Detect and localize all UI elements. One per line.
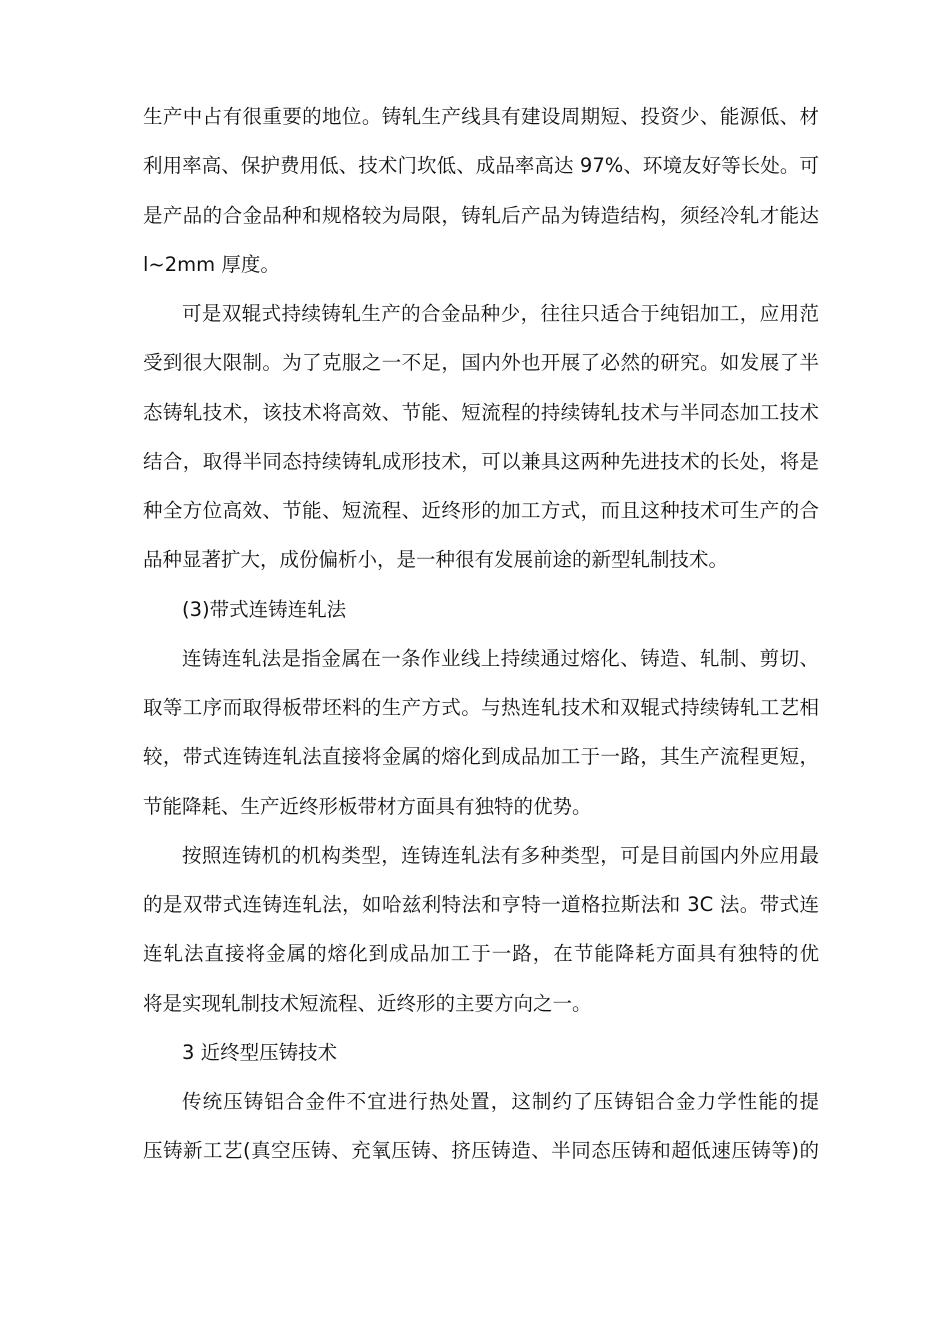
text-line: 可是双辊式持续铸轧生产的合金品种少，往往只适合于纯铝加工，应用范 [182, 302, 819, 325]
text-line: 的是双带式连铸连轧法，如哈兹利特法和亨特一道格拉斯法和 3C 法。带式连 [143, 893, 819, 916]
text-line: 种全方位高效、节能、短流程、近终形的加工方式，而且这种技术可生产的合 [143, 499, 819, 522]
text-line: 品种显著扩大，成份偏析小，是一种很有发展前途的新型轧制技术。 [143, 548, 729, 572]
text-line: 受到很大限制。为了克服之一不足，国内外也开展了必然的研究。如发展了半 [143, 351, 819, 375]
text-line: 态铸轧技术，该技术将高效、节能、短流程的持续铸轧技术与半同态加工技术 [143, 400, 819, 424]
text-line: 将是实现轧制技术短流程、近终形的主要方向之一。 [143, 991, 592, 1015]
text-line: 连轧法直接将金属的熔化到成品加工于一路，在节能降耗方面具有独特的优 [143, 942, 819, 966]
text-line: 压铸新工艺(真空压铸、充氧压铸、挤压铸造、半同态压铸和超低速压铸等)的 [143, 1139, 819, 1163]
text-line: 是产品的合金品种和规格较为局限，铸轧后产品为铸造结构，须经冷轧才能达 [143, 203, 819, 227]
text-line: 利用率高、保护费用低、技术门坎低、成品率高达 97%、环境友好等长处。可 [143, 154, 819, 178]
text-line: 结合，取得半同态持续铸轧成形技术，可以兼具这两种先进技术的长处，将是 [143, 449, 819, 473]
text-line: 取等工序而取得板带坯料的生产方式。与热连轧技术和双辊式持续铸轧工艺相 [143, 696, 819, 719]
text-line: 连铸连轧法是指金属在一条作业线上持续通过熔化、铸造、轧制、剪切、 [182, 646, 819, 670]
text-line: 传统压铸铝合金件不宜进行热处置，这制约了压铸铝合金力学性能的提 [182, 1090, 819, 1113]
text-line: 较，带式连铸连轧法直接将金属的熔化到成品加工于一路，其生产流程更短， [143, 745, 819, 769]
section-heading: (3)带式连铸连轧法 [182, 597, 347, 621]
text-line: 按照连铸机的机构类型，连铸连轧法有多种类型，可是目前国内外应用最 [182, 843, 819, 867]
body-text [143, 92, 819, 1176]
text-line: l~2mm 厚度。 [143, 252, 280, 276]
text-line: 节能降耗、生产近终形板带材方面具有独特的优势。 [143, 794, 592, 818]
text-line: 生产中占有很重要的地位。铸轧生产线具有建设周期短、投资少、能源低、材 [143, 105, 819, 128]
section-heading: 3 近终型压铸技术 [182, 1040, 338, 1064]
